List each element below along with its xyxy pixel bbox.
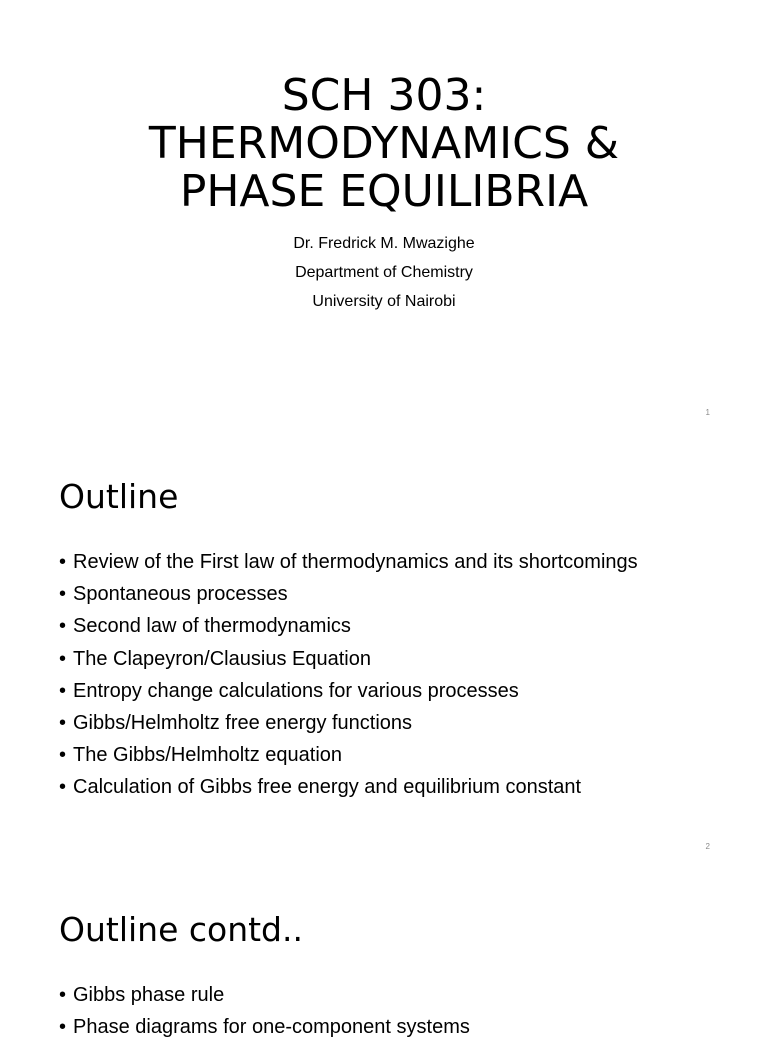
list-item-text: Spontaneous processes (73, 583, 288, 606)
bullet-icon: • (59, 984, 67, 1006)
slide-heading: Outline (59, 477, 179, 516)
slide-heading: Outline contd.. (59, 910, 303, 949)
list-item-text: Phase diagrams for one-component systems (73, 1016, 470, 1039)
list-item-text: Calculation of Gibbs free energy and equilibrium constant (73, 776, 582, 799)
list-item (59, 739, 638, 771)
bullet-list (59, 979, 470, 1043)
list-item-text: Gibbs phase rule (73, 984, 225, 1006)
bullet-icon: • (59, 1016, 67, 1039)
author-name: Dr. Fredrick M. Mwazighe (293, 235, 475, 252)
bullet-icon: • (59, 615, 67, 638)
slide-number: 2 (705, 842, 710, 851)
author-info (0, 229, 768, 316)
list-item (59, 771, 638, 803)
author-university: University of Nairobi (312, 293, 456, 310)
list-item (59, 578, 638, 610)
list-item-text: Entropy change calculations for various processes (73, 679, 519, 702)
list-item-text: Second law of thermodynamics (73, 615, 351, 638)
title-slide (0, 0, 768, 433)
bullet-icon: • (59, 744, 67, 767)
list-item (59, 707, 638, 739)
list-item (59, 643, 638, 675)
slide-number: 1 (705, 408, 710, 417)
bullet-icon: • (59, 776, 67, 799)
bullet-icon: • (59, 551, 67, 573)
list-item (59, 610, 638, 642)
list-item (59, 546, 638, 578)
bullet-icon: • (59, 712, 67, 735)
list-item-text: Gibbs/Helmholtz free energy functions (73, 712, 413, 735)
bullet-list (59, 546, 638, 804)
list-item-text: The Gibbs/Helmholtz equation (73, 744, 343, 767)
list-item (59, 675, 638, 707)
course-title-line: THERMODYNAMICS & (148, 118, 620, 169)
outline-slide (0, 434, 768, 867)
list-item-text: The Clapeyron/Clausius Equation (73, 647, 371, 670)
bullet-icon: • (59, 679, 67, 702)
course-title-line: PHASE EQUILIBRIA (179, 166, 589, 217)
course-title-line: SCH 303: (281, 70, 487, 121)
outline-contd-slide (0, 867, 768, 1039)
author-department: Department of Chemistry (295, 264, 473, 281)
list-item (59, 1011, 470, 1043)
course-title (0, 72, 768, 216)
list-item (59, 979, 470, 1011)
list-item-text: Review of the First law of thermodynamics and its shortcomings (73, 551, 638, 573)
bullet-icon: • (59, 647, 67, 670)
bullet-icon: • (59, 583, 67, 606)
